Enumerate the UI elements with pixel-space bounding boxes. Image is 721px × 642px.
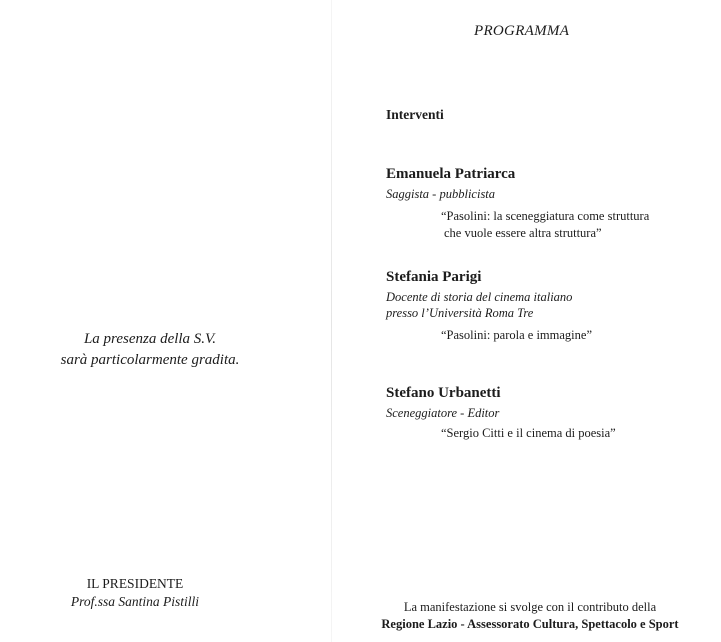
invitation-line-2: sarà particolarmente gradita. <box>60 352 240 368</box>
talk-title-line: “Pasolini: parola e immagine” <box>441 328 592 342</box>
speaker-name: Stefania Parigi <box>386 269 482 285</box>
president-title: IL PRESIDENTE <box>86 576 184 591</box>
sponsor-line-1: La manifestazione si svolge con il contributo della <box>403 600 657 614</box>
sponsor-line-2: Regione Lazio - Assessorato Cultura, Spettacolo e Sport <box>381 617 679 631</box>
speaker-role: Docente di storia del cinema italiano <box>386 290 573 304</box>
speaker-name: Emanuela Patriarca <box>386 166 516 182</box>
fold-line <box>331 0 332 642</box>
program-title: PROGRAMMA <box>474 23 570 39</box>
talk-title-line: “Pasolini: la sceneggiatura come struttura <box>441 209 650 223</box>
speaker-role: Sceneggiatore - Editor <box>386 406 500 420</box>
invitation-line-1: La presenza della S.V. <box>83 331 217 347</box>
section-heading: Interventi <box>386 107 444 122</box>
speaker-role: presso l’Università Roma Tre <box>386 306 534 320</box>
speaker-name: Stefano Urbanetti <box>386 385 501 401</box>
speaker-role: Saggista - pubblicista <box>386 187 496 201</box>
talk-title-line: che vuole essere altra struttura” <box>444 226 602 240</box>
talk-title-line: “Sergio Citti e il cinema di poesia” <box>441 426 616 440</box>
president-name: Prof.ssa Santina Pistilli <box>70 594 200 609</box>
